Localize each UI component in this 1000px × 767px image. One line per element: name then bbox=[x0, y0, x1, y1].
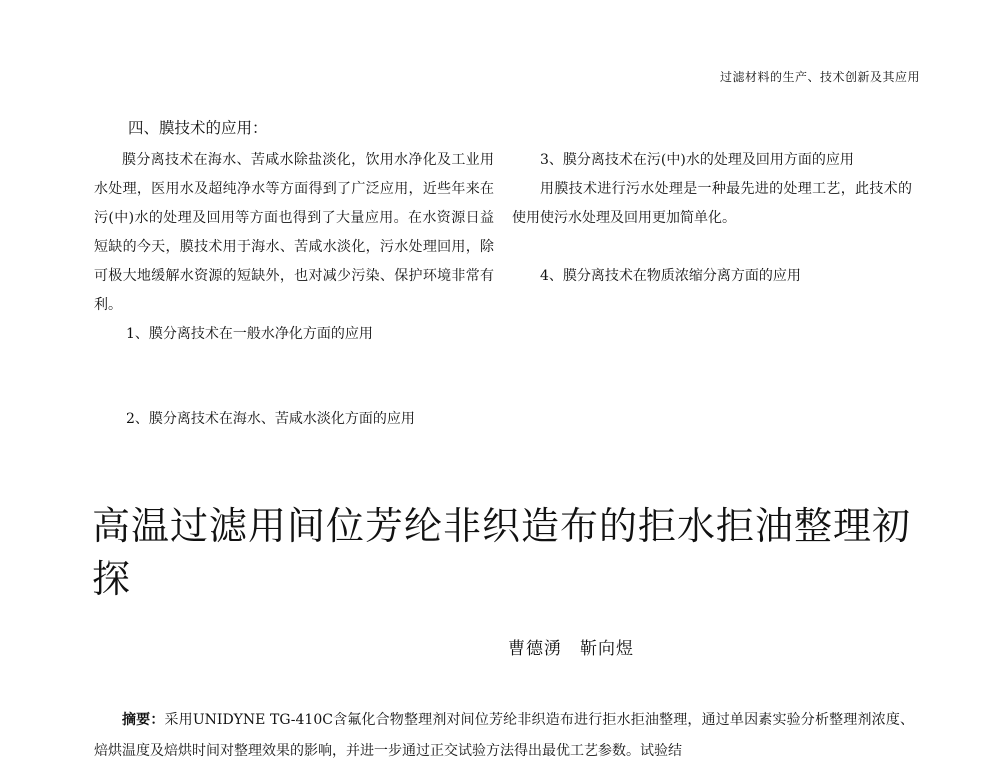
subsection-1-heading: 1、膜分离技术在一般水净化方面的应用 bbox=[126, 326, 373, 342]
left-column bbox=[94, 146, 494, 434]
subsection-3-heading: 3、膜分离技术在污(中)水的处理及回用方面的应用 bbox=[540, 152, 854, 168]
article-authors: 曹德湧 靳向煜 bbox=[508, 639, 634, 659]
abstract-text: 采用UNIDYNE TG-410C含氟化合物整理剂对间位芳纶非织造布进行拒水拒油整理，通过单因素实验分析整理剂浓度、焙烘温度及焙烘时间对整理效果的影响，并进一步通过正交试验方法得出最优工艺参数。试验结 bbox=[94, 712, 914, 759]
running-header: 过滤材料的生产、技术创新及其应用 bbox=[719, 70, 920, 84]
right-column bbox=[512, 146, 912, 291]
subsection-3-text: 用膜技术进行污水处理是一种最先进的处理工艺，此技术的使用使污水处理及回用更加简单化。 bbox=[512, 181, 912, 226]
article-title: 高温过滤用间位芳纶非织造布的拒水拒油整理初探 bbox=[92, 504, 912, 601]
section-heading: 四、膜技术的应用： bbox=[128, 119, 268, 137]
subsection-2-heading: 2、膜分离技术在海水、苦咸水淡化方面的应用 bbox=[126, 411, 415, 427]
abstract bbox=[94, 705, 914, 767]
intro-paragraph: 膜分离技术在海水、苦咸水除盐淡化，饮用水净化及工业用水处理，医用水及超纯净水等方面得到了广泛应用，近些年来在污(中)水的处理及回用等方面也得到了大量应用。在水资源日益短缺的今天，膜技术用于海水、苦咸水淡化，污水处理回用，除可极大地缓解水资源的短缺外，也对减少污染、保护环境非常有利。 bbox=[94, 152, 494, 313]
abstract-label: 摘要： bbox=[122, 712, 165, 728]
subsection-4-heading: 4、膜分离技术在物质浓缩分离方面的应用 bbox=[540, 268, 801, 284]
